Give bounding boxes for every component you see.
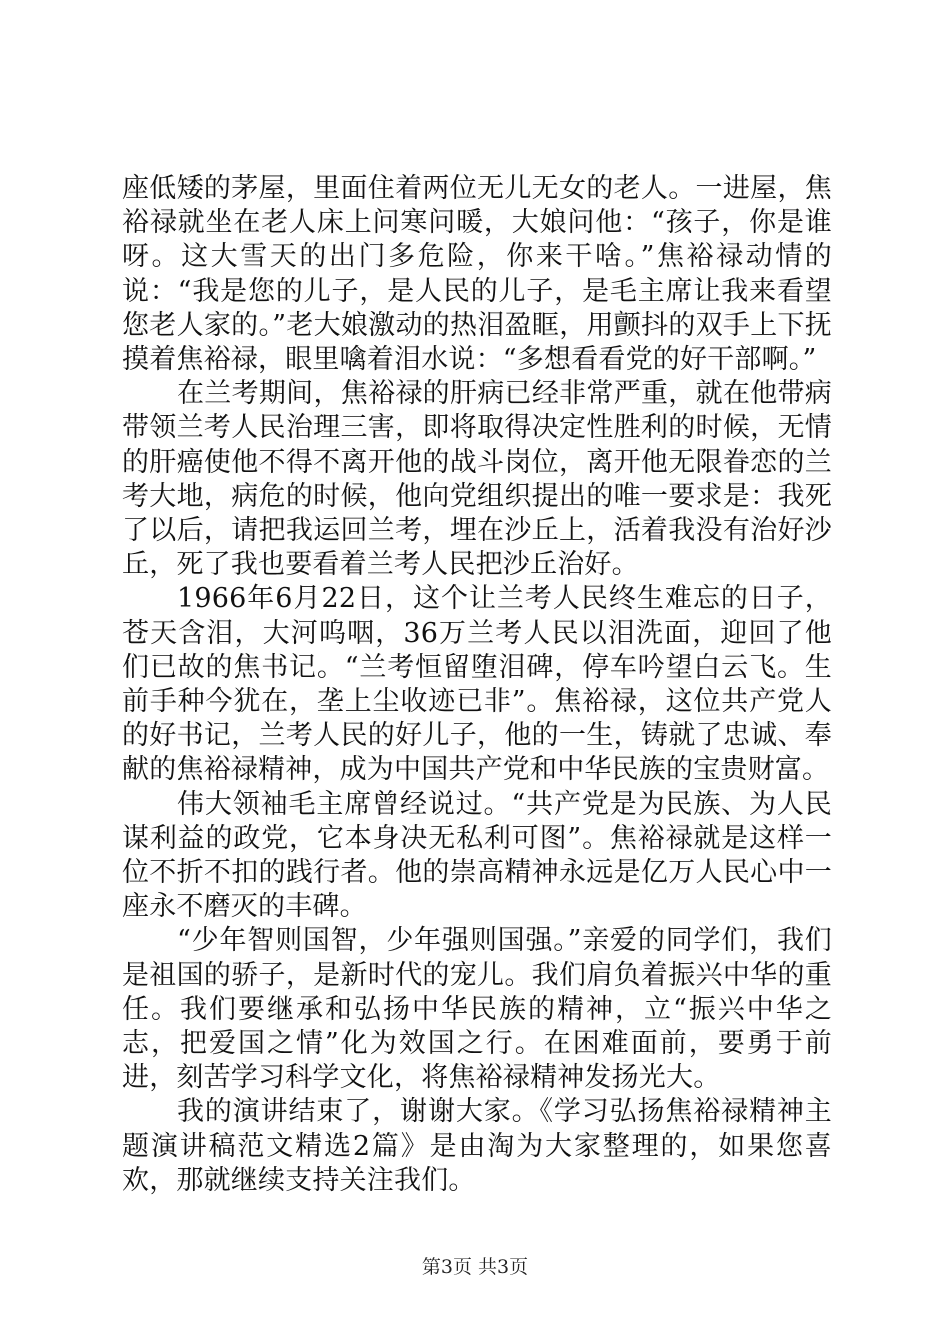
paragraph-memorial: 1966年6月22日，这个让兰考人民终生难忘的日子，苍天含泪，大河呜咽，36万兰考人民以泪洗面，迎回了他们已故的焦书记。“兰考恒留堕泪碑，停车吟望白云飞。生前手种今犹在，垄上尘收迹已非”。焦裕禄，这位共产党人的好书记，兰考人民的好儿子，他的一生，铸就了忠诚、奉献的焦裕禄精神，成为中国共产党和中华民族的宝贵财富。 — [122, 583, 832, 786]
paragraph-continuation: 座低矮的茅屋，里面住着两位无儿无女的老人。一进屋，焦裕禄就坐在老人床上问寒问暖，大娘问他：“孩子，你是谁呀。这大雪天的出门多危险，你来干啥。”焦裕禄动情的说：“我是您的儿子，是人民的儿子，是毛主席让我来看望您老人家的。”老大娘激动的热泪盈眶，用颤抖的双手上下抚摸着焦裕禄，眼里噙着泪水说：“多想看看党的好干部啊。” — [122, 173, 832, 376]
paragraph-illness: 在兰考期间，焦裕禄的肝病已经非常严重，就在他带病带领兰考人民治理三害，即将取得决定性胜利的时候，无情的肝癌使他不得不离开他的战斗岗位，离开他无限眷恋的兰考大地，病危的时候，他向党组织提出的唯一要求是：我死了以后，请把我运回兰考，埋在沙丘上，活着我没有治好沙丘，死了我也要看着兰考人民把沙丘治好。 — [122, 378, 832, 581]
page-number-footer: 第3页 共3页 — [421, 1256, 529, 1278]
paragraph-closing: 我的演讲结束了，谢谢大家。《学习弘扬焦裕禄精神主题演讲稿范文精选2篇》是由淘为大家整理的，如果您喜欢，那就继续支持关注我们。 — [122, 1096, 832, 1196]
document-body — [122, 172, 832, 1198]
paragraph-chairman-quote: 伟大领袖毛主席曾经说过。“共产党是为民族、为人民谋利益的政党，它本身决无私利可图”。焦裕禄就是这样一位不折不扣的践行者。他的崇高精神永远是亿万人民心中一座永不磨灭的丰碑。 — [122, 788, 832, 923]
paragraph-students: “少年智则国智，少年强则国强。”亲爱的同学们，我们是祖国的骄子，是新时代的宠儿。我们肩负着振兴中华的重任。我们要继承和弘扬中华民族的精神，立“振兴中华之志，把爱国之情”化为效国之行。在困难面前，要勇于前进，刻苦学习科学文化，将焦裕禄精神发扬光大。 — [122, 925, 832, 1094]
